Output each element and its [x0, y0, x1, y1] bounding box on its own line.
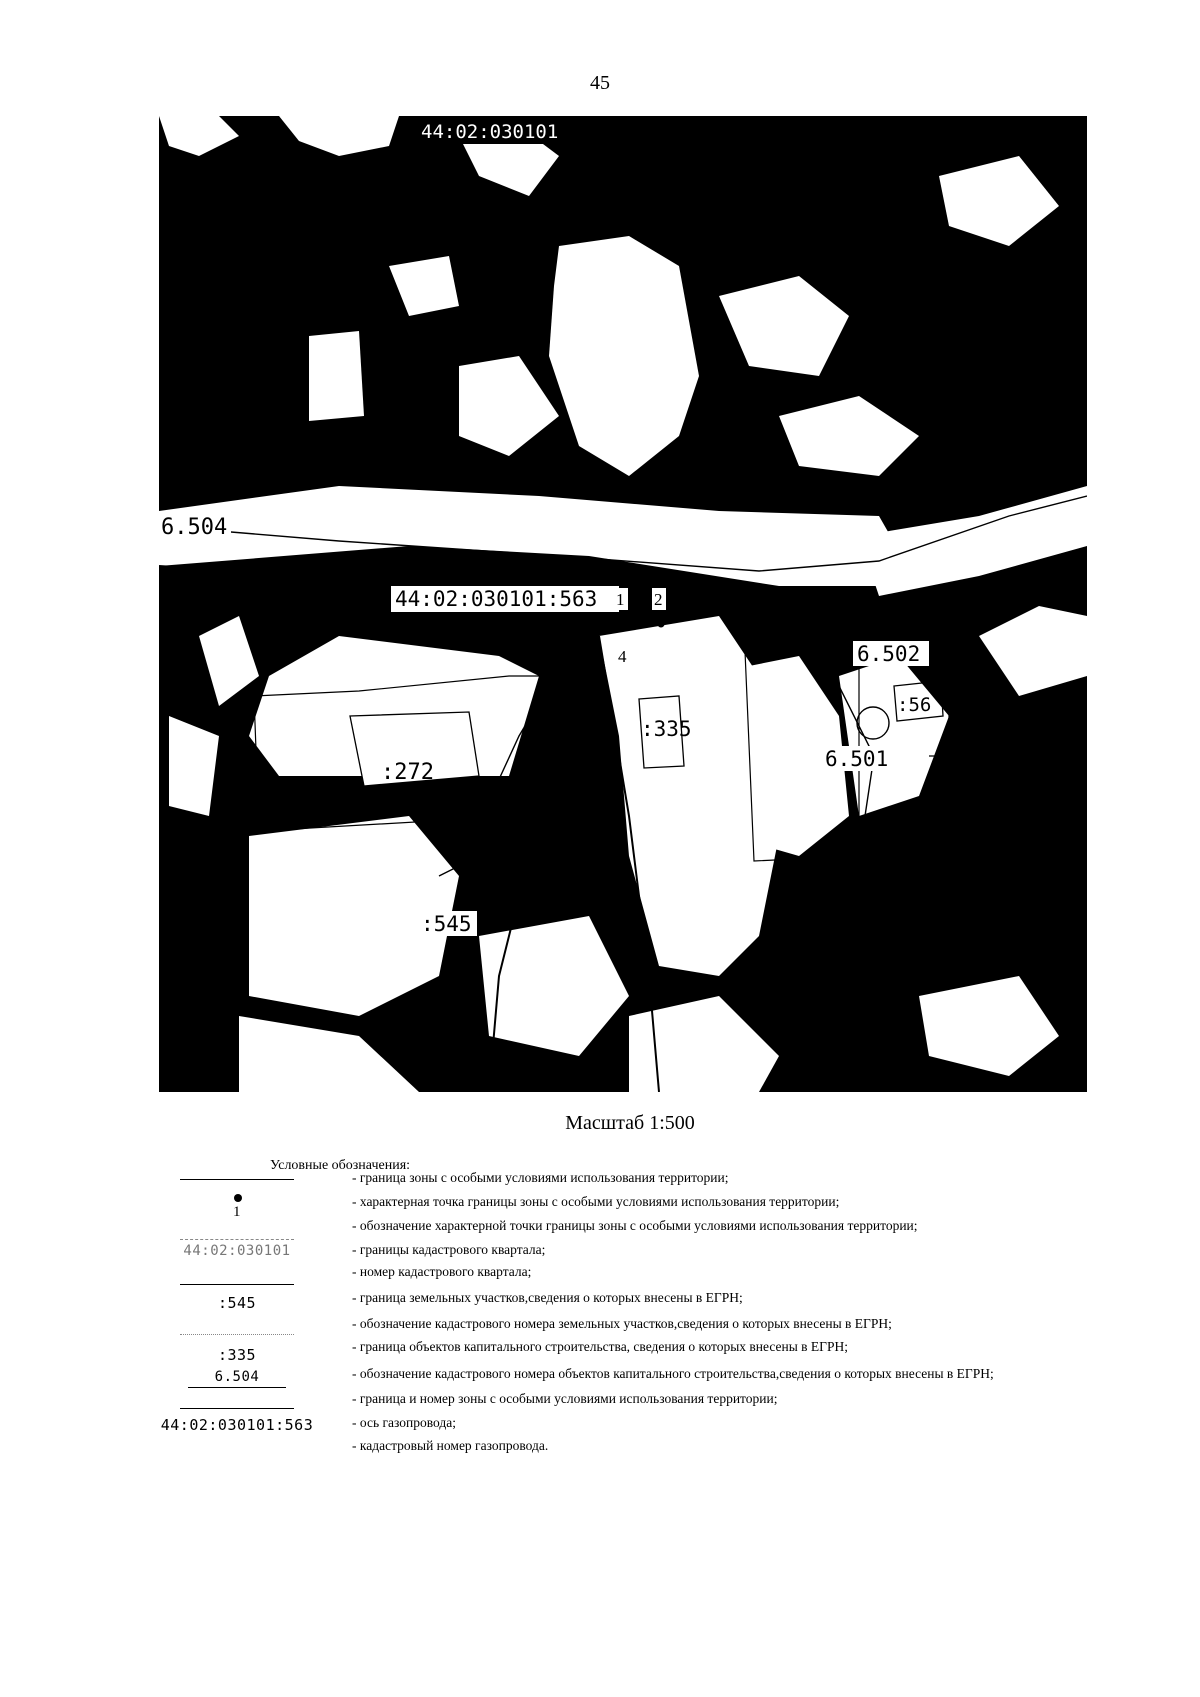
aerial-map [159, 116, 1087, 1092]
page-number: 45 [590, 72, 610, 94]
map-canvas [159, 116, 1087, 1092]
legend-symbol-zone-boundary [180, 1179, 294, 1180]
legend-symbol-point-label: 1 [233, 1204, 241, 1220]
legend-item: - ось газопровода; [352, 1415, 456, 1430]
legend-item: - обозначение кадастрового номера объектов капитального строительства,сведения о которых внесены в ЕГРН; [352, 1366, 994, 1381]
legend-item: - границы кадастрового квартала; [352, 1242, 546, 1257]
legend-title: Условные обозначения: [270, 1158, 411, 1173]
legend-item: - обозначение характерной точки границы зоны с особыми условиями использования территории; [352, 1218, 918, 1233]
legend-symbol-parcel-boundary [180, 1284, 294, 1285]
legend-item: - граница земельных участков,сведения о которых внесены в ЕГРН; [352, 1290, 743, 1305]
map-pipeline-label: 44:02:030101:563 [395, 587, 598, 611]
map-parcel-335-label: :335 [641, 717, 692, 741]
legend-symbol-quarter-boundary [180, 1239, 294, 1240]
legend-symbol-zone-number-line [188, 1387, 286, 1388]
legend-item: - номер кадастрового квартала; [352, 1264, 532, 1279]
map-parcel-small-label: :56 [897, 694, 932, 716]
legend-symbol-zone-number: 6.504 [214, 1369, 260, 1385]
legend-symbol-parcel-number: :545 [217, 1294, 257, 1312]
legend-symbol-building-boundary [180, 1334, 294, 1335]
point-1-marker [623, 621, 630, 628]
legend-item: - кадастровый номер газопровода. [352, 1438, 549, 1453]
map-parcel-272-label: :272 [381, 760, 434, 785]
map-point-1-label: 1 [616, 590, 625, 609]
map-zone-right-bottom-label: 6.501 [825, 747, 889, 771]
legend-symbol-pipeline-axis [180, 1408, 294, 1409]
map-quarter-label: 44:02:030101 [421, 121, 559, 143]
legend-symbol-pipeline-number: 44:02:030101:563 [160, 1416, 314, 1434]
legend-symbol-quarter-number: 44:02:030101 [183, 1243, 291, 1259]
map-point-2-label: 2 [654, 590, 663, 609]
map-zone-left-label: 6.504 [161, 515, 228, 540]
legend-item: - характерная точка границы зоны с особыми условиями использования территории; [352, 1194, 840, 1209]
map-point-4-label: 4 [618, 647, 627, 666]
map-zone-right-top-label: 6.502 [857, 642, 921, 666]
legend-symbol-point [234, 1194, 242, 1202]
legend-item: - обозначение кадастрового номера земельных участков,сведения о которых внесены в ЕГРН; [352, 1316, 892, 1331]
legend-symbol-building-number: :335 [217, 1346, 257, 1364]
legend-item: - граница объектов капитального строительства, сведения о которых внесены в ЕГРН; [352, 1339, 848, 1354]
map-parcel-545-label: :545 [421, 912, 472, 936]
point-2-marker [658, 621, 665, 628]
legend-item: - граница и номер зоны с особыми условиями использования территории; [352, 1391, 778, 1406]
legend-item: - граница зоны с особыми условиями использования территории; [352, 1170, 729, 1185]
scale-label: Масштаб 1:500 [565, 1112, 695, 1134]
